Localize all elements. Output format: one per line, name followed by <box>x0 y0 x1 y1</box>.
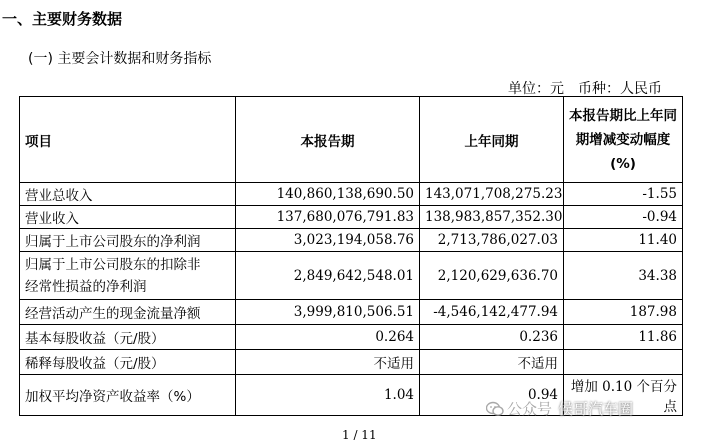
growth-value <box>564 350 683 375</box>
header-current-period: 本报告期 <box>236 97 420 183</box>
table-header-row <box>20 97 683 183</box>
row-label-line1: 归属于上市公司股东的扣除非 <box>25 256 201 273</box>
table-row <box>20 325 683 350</box>
prior-value: 0.94 <box>420 375 564 416</box>
wechat-icon <box>486 401 504 417</box>
header-prior-period: 上年同期 <box>420 97 564 183</box>
growth-value: 34.38 <box>564 252 683 300</box>
prior-value: 2,713,786,027.03 <box>420 229 564 252</box>
growth-value: 增加 0.10 个百分点 <box>564 375 683 416</box>
prior-value: -4,546,142,477.94 <box>420 300 564 325</box>
currency-label: 币种：人民币 <box>578 81 662 97</box>
current-value: 137,680,076,791.83 <box>236 206 420 229</box>
prior-value: 不适用 <box>420 350 564 375</box>
growth-value: 187.98 <box>564 300 683 325</box>
unit-label: 单位：元 <box>508 81 564 97</box>
watermark-label: 公众号 <box>507 400 553 418</box>
row-label: 基本每股收益（元/股） <box>20 325 236 350</box>
current-value: 1.04 <box>236 375 420 416</box>
row-label: 加权平均净资产收益率（%） <box>20 375 236 416</box>
table-row <box>20 206 683 229</box>
row-label: 营业总收入 <box>20 183 236 206</box>
current-value: 2,849,642,548.01 <box>236 252 420 300</box>
current-value: 3,999,810,506.51 <box>236 300 420 325</box>
prior-value: 0.236 <box>420 325 564 350</box>
header-growth-line3: (%) <box>610 155 636 172</box>
row-label: 归属于上市公司股东的净利润 <box>20 229 236 252</box>
current-value: 140,860,138,690.50 <box>236 183 420 206</box>
financial-data-table <box>19 96 683 416</box>
section-title: 一、主要财务数据 <box>2 10 123 28</box>
unit-line <box>508 78 662 98</box>
row-label: 营业收入 <box>20 206 236 229</box>
prior-value: 138,983,857,352.30 <box>420 206 564 229</box>
table-row <box>20 350 683 375</box>
header-growth-line2: 期增减变动幅度 <box>575 131 671 148</box>
prior-value: 2,120,629,636.70 <box>420 252 564 300</box>
watermark-account-name: 侯哥汽车圈 <box>558 400 634 418</box>
prior-value: 143,071,708,275.23 <box>420 183 564 206</box>
table-row <box>20 252 683 300</box>
row-label <box>20 252 236 300</box>
growth-value: 11.40 <box>564 229 683 252</box>
table-row <box>20 183 683 206</box>
subsection-title: (一) 主要会计数据和财务指标 <box>28 51 212 67</box>
current-value: 不适用 <box>236 350 420 375</box>
table-row <box>20 300 683 325</box>
header-item: 项目 <box>20 97 236 183</box>
row-label: 经营活动产生的现金流量净额 <box>20 300 236 325</box>
current-value: 3,023,194,058.76 <box>236 229 420 252</box>
growth-value: -0.94 <box>564 206 683 229</box>
watermark <box>486 398 633 419</box>
growth-value: -1.55 <box>564 183 683 206</box>
row-label: 稀释每股收益（元/股） <box>20 350 236 375</box>
header-growth <box>564 97 683 183</box>
growth-value: 11.86 <box>564 325 683 350</box>
row-label-line2: 经常性损益的净利润 <box>25 278 147 295</box>
table-row <box>20 229 683 252</box>
header-growth-line1: 本报告期比上年同 <box>569 107 677 124</box>
page-number: 1 / 11 <box>342 428 377 442</box>
current-value: 0.264 <box>236 325 420 350</box>
